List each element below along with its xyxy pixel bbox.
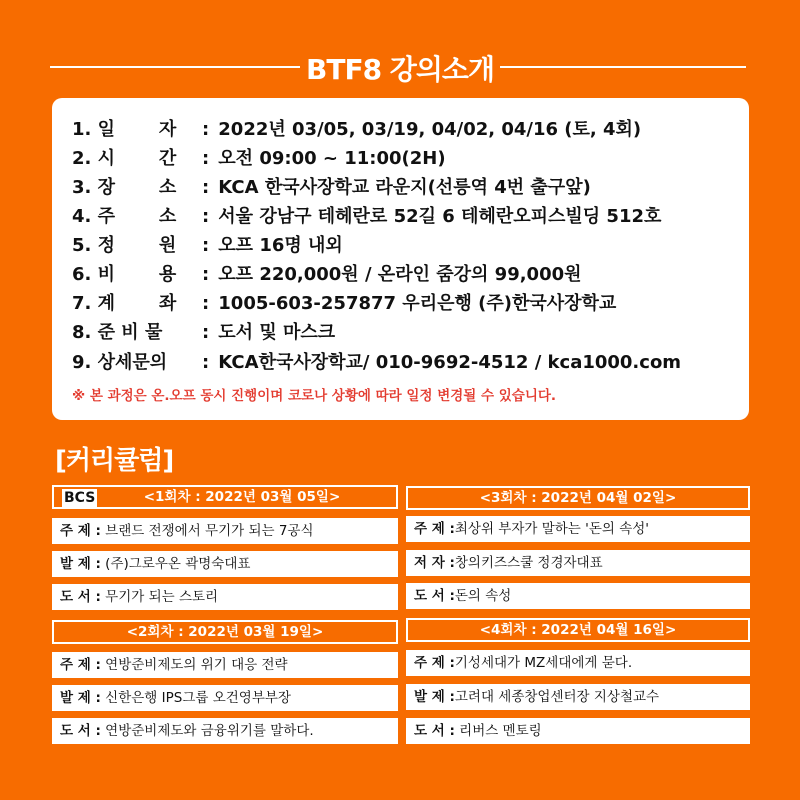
info-colon: : bbox=[202, 322, 210, 343]
row-value: 기성세대가 MZ세대에게 묻다. bbox=[454, 655, 633, 671]
info-value: KCA 한국사장학교 라운지(선릉역 4번 출구앞) bbox=[218, 177, 591, 198]
session-1-date: <1회차 : 2022년 03월 05일> bbox=[143, 489, 341, 505]
row-value: 고려대 세종창업센터장 지상철교수 bbox=[454, 689, 660, 705]
notice-text: ※ 본 과정은 온.오프 동시 진행이며 코로나 상황에 따라 일정 변경될 수 있습니다. bbox=[72, 388, 557, 404]
info-label: 2. 시 간 bbox=[72, 148, 177, 169]
row-key: 도 서 : bbox=[414, 723, 455, 739]
row-key: 발 제 : bbox=[60, 690, 101, 706]
info-row-capacity bbox=[72, 232, 343, 260]
row-value: 창의키즈스쿨 정경자대표 bbox=[454, 555, 603, 571]
session-1-presenter bbox=[52, 551, 398, 577]
info-row-contact bbox=[72, 349, 681, 377]
row-key: 주 제 : bbox=[414, 655, 455, 671]
row-key: 저 자 : bbox=[414, 555, 455, 571]
row-key: 도 서 : bbox=[60, 589, 101, 605]
row-key: 발 제 : bbox=[60, 556, 101, 572]
row-key: 도 서 : bbox=[60, 723, 101, 739]
session-2-topic bbox=[52, 652, 398, 678]
curriculum-title: [커리큘럼] bbox=[55, 446, 174, 476]
session-1-topic bbox=[52, 518, 398, 544]
info-value: 오프 220,000원 / 온라인 줌강의 99,000원 bbox=[218, 264, 582, 285]
title-divider-right bbox=[500, 66, 746, 68]
row-key: 주 제 : bbox=[60, 657, 101, 673]
row-key: 주 제 : bbox=[60, 523, 101, 539]
info-label: 8. 준 비 물 bbox=[72, 322, 163, 343]
session-2-book bbox=[52, 718, 398, 744]
info-label: 9. 상세문의 bbox=[72, 352, 168, 373]
info-colon: : bbox=[202, 119, 210, 140]
info-colon: : bbox=[202, 177, 210, 198]
info-row-address bbox=[72, 203, 661, 231]
info-row-place bbox=[72, 174, 591, 202]
info-colon: : bbox=[202, 206, 210, 227]
info-colon: : bbox=[202, 293, 210, 314]
info-label: 5. 정 원 bbox=[72, 235, 177, 256]
session-3-topic bbox=[406, 516, 750, 542]
info-label: 6. 비 용 bbox=[72, 264, 177, 285]
info-row-account bbox=[72, 290, 616, 318]
row-value: 연방준비제도와 금융위기를 말하다. bbox=[100, 723, 314, 739]
session-2-header bbox=[52, 620, 398, 644]
info-value: 오프 16명 내외 bbox=[218, 235, 343, 256]
session-3-header bbox=[406, 486, 750, 510]
title-divider-left bbox=[50, 66, 300, 68]
row-value: 신한은행 IPS그룹 오건영부부장 bbox=[100, 690, 291, 706]
session-2-presenter bbox=[52, 685, 398, 711]
header bbox=[0, 40, 800, 96]
info-colon: : bbox=[202, 148, 210, 169]
session-2-date: <2회차 : 2022년 03월 19일> bbox=[126, 624, 324, 640]
session-1-header bbox=[52, 485, 398, 509]
row-value: 브랜드 전쟁에서 무기가 되는 7공식 bbox=[100, 523, 314, 539]
info-colon: : bbox=[202, 235, 210, 256]
session-4-presenter bbox=[406, 684, 750, 710]
info-row-fee bbox=[72, 261, 582, 289]
info-card bbox=[52, 98, 749, 420]
session-3-author bbox=[406, 550, 750, 576]
row-value: 돈의 속성 bbox=[454, 588, 512, 604]
session-1-book bbox=[52, 584, 398, 610]
session-4-book bbox=[406, 718, 750, 744]
row-value: 연방준비제도의 위기 대응 전략 bbox=[100, 657, 288, 673]
info-colon: : bbox=[202, 264, 210, 285]
info-value: 2022년 03/05, 03/19, 04/02, 04/16 (토, 4회) bbox=[218, 119, 642, 140]
row-key: 주 제 : bbox=[414, 521, 455, 537]
info-label: 4. 주 소 bbox=[72, 206, 177, 227]
row-value: (주)그로우온 곽명숙대표 bbox=[100, 556, 251, 572]
info-value: 1005-603-257877 우리은행 (주)한국사장학교 bbox=[218, 293, 617, 314]
session-3-date: <3회차 : 2022년 04월 02일> bbox=[479, 490, 677, 506]
info-colon: : bbox=[202, 352, 210, 373]
row-key: 도 서 : bbox=[414, 588, 455, 604]
page-title: BTF8 강의소개 bbox=[306, 53, 494, 86]
session-4-topic bbox=[406, 650, 750, 676]
bcs-badge: BCS bbox=[64, 490, 96, 506]
info-row-supplies bbox=[72, 319, 335, 347]
info-value: 도서 및 마스크 bbox=[218, 322, 336, 343]
info-value: 오전 09:00 ~ 11:00(2H) bbox=[218, 148, 446, 169]
info-label: 7. 계 좌 bbox=[72, 293, 177, 314]
info-value: 서울 강남구 테헤란로 52길 6 테헤란오피스빌딩 512호 bbox=[218, 206, 662, 227]
session-4-date: <4회차 : 2022년 04월 16일> bbox=[479, 622, 677, 638]
info-row-date bbox=[72, 116, 641, 144]
session-3-book bbox=[406, 583, 750, 609]
row-key: 발 제 : bbox=[414, 689, 455, 705]
session-4-header bbox=[406, 618, 750, 642]
info-label: 1. 일 자 bbox=[72, 119, 177, 140]
row-value: 최상위 부자가 말하는 '돈의 속성' bbox=[454, 521, 650, 537]
info-row-time bbox=[72, 145, 446, 173]
row-value: 리버스 멘토링 bbox=[454, 723, 542, 739]
info-value: KCA한국사장학교/ 010-9692-4512 / kca1000.com bbox=[218, 352, 682, 373]
info-label: 3. 장 소 bbox=[72, 177, 177, 198]
row-value: 무기가 되는 스토리 bbox=[100, 589, 219, 605]
